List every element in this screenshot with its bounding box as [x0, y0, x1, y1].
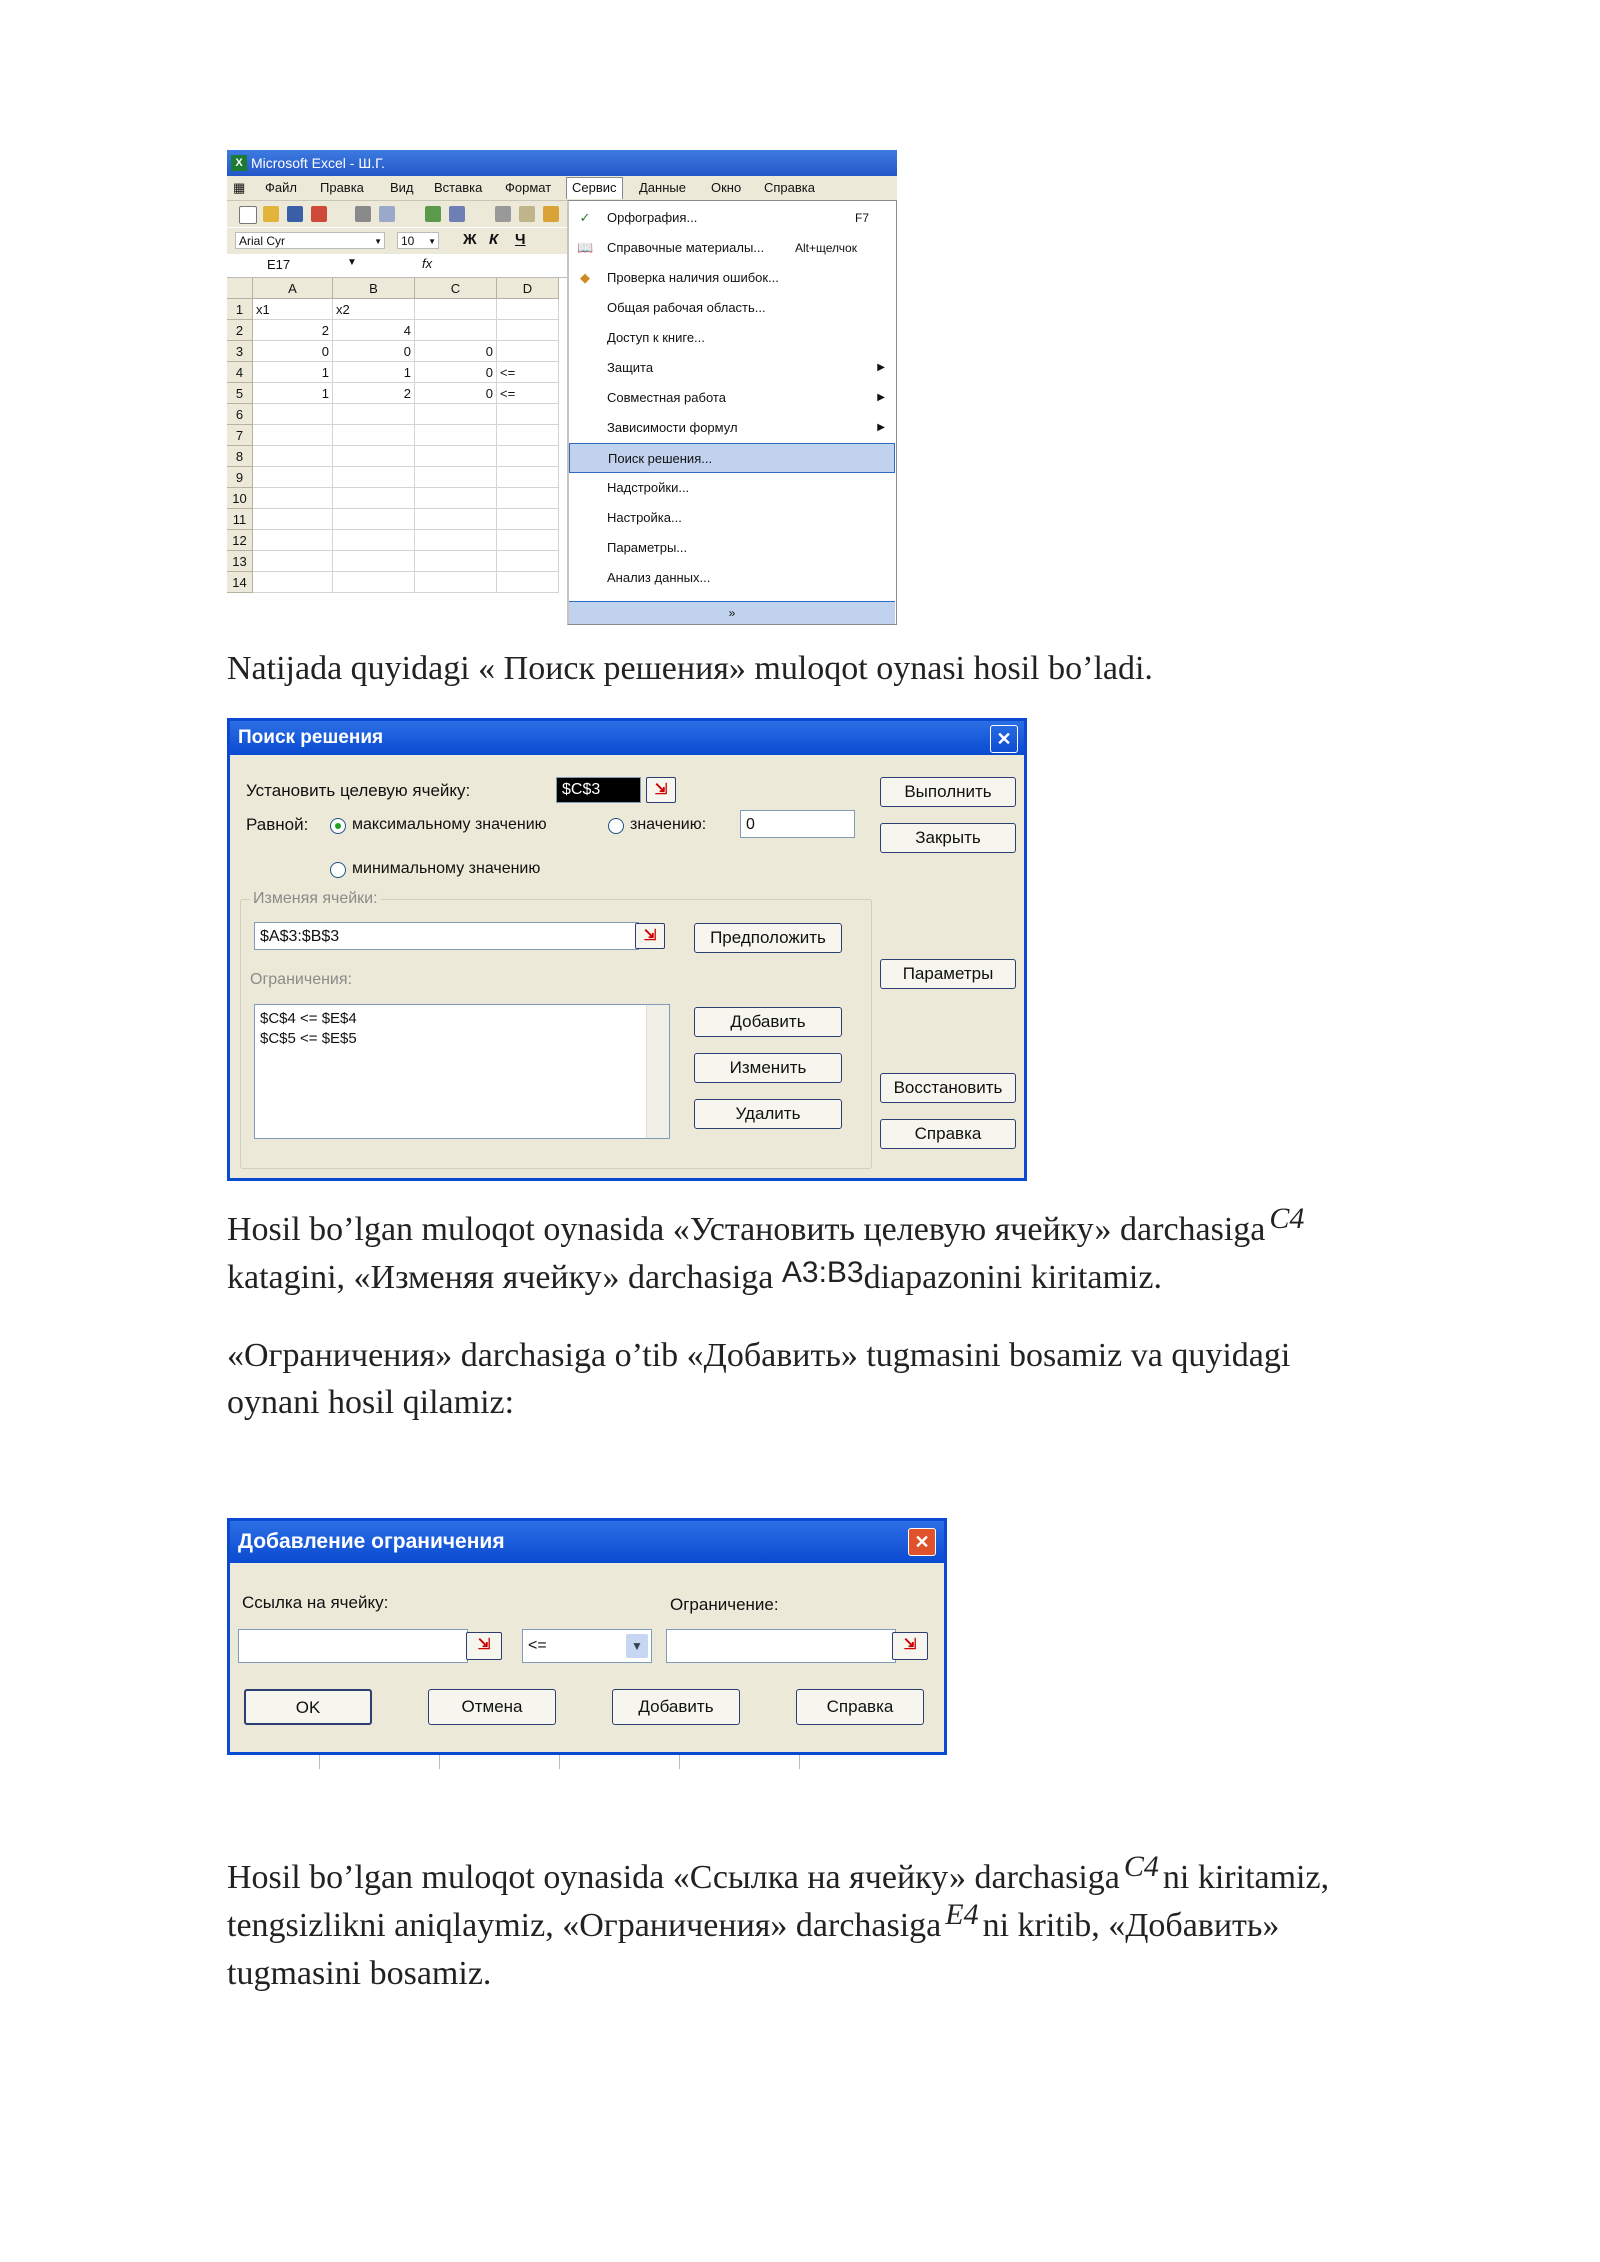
reset-button[interactable]: Восстановить — [880, 1073, 1016, 1103]
worksheet-cell[interactable] — [497, 320, 559, 341]
worksheet-cell[interactable] — [253, 446, 333, 467]
worksheet-cell[interactable]: 0 — [415, 341, 497, 362]
service-menu-item[interactable] — [569, 533, 895, 563]
worksheet-cell[interactable]: 1 — [333, 362, 415, 383]
worksheet-cell[interactable] — [497, 341, 559, 362]
font-size-value: 10 — [401, 234, 415, 248]
worksheet-cell[interactable]: x2 — [333, 299, 415, 320]
worksheet-cell[interactable]: <= — [497, 362, 559, 383]
worksheet-cell[interactable]: 1 — [253, 383, 333, 404]
excel-title-bar — [227, 150, 897, 176]
max-radio-label: максимальному значению — [352, 816, 547, 833]
copy-icon[interactable] — [519, 206, 535, 222]
service-menu-item-label: Зависимости формул — [607, 420, 738, 435]
worksheet-cell[interactable] — [333, 425, 415, 446]
row-header[interactable]: 5 — [227, 383, 253, 404]
grid-remnant — [227, 1755, 947, 1769]
run-button[interactable]: Выполнить — [880, 777, 1016, 807]
row-header[interactable]: 4 — [227, 362, 253, 383]
menu-view[interactable]: Вид — [390, 180, 414, 195]
operator-select[interactable] — [522, 1629, 652, 1663]
service-menu-item[interactable] — [569, 353, 895, 383]
close-button[interactable]: Закрыть — [880, 823, 1016, 853]
row-header[interactable]: 11 — [227, 509, 253, 530]
submenu-arrow-icon: ▶ — [877, 392, 885, 403]
constraint-label: Ограничение: — [670, 1595, 779, 1614]
column-header[interactable]: D — [497, 278, 559, 299]
service-menu-item-label: Надстройки... — [607, 480, 690, 495]
excel-window-title: Microsoft Excel - Ш.Г. — [251, 155, 385, 171]
worksheet-cell[interactable] — [497, 467, 559, 488]
worksheet-cell[interactable] — [253, 572, 333, 593]
service-menu-item-label: Совместная работа — [607, 390, 726, 405]
constraints-list[interactable] — [254, 1004, 670, 1139]
worksheet-cell[interactable] — [497, 299, 559, 320]
chevron-down-icon[interactable]: ▼ — [347, 257, 357, 268]
formula-c4: C4 — [1269, 1202, 1305, 1235]
cell-reference-input[interactable] — [238, 1629, 468, 1663]
service-menu-item[interactable] — [569, 503, 895, 533]
worksheet-cell[interactable] — [415, 530, 497, 551]
error-check-icon: ◆ — [580, 270, 590, 285]
worksheet-cell[interactable] — [415, 551, 497, 572]
min-radio[interactable] — [330, 862, 346, 878]
chevron-down-icon[interactable]: ▼ — [626, 1634, 648, 1658]
formula-bar — [227, 255, 567, 278]
constraint-item[interactable]: $C$5 <= $E$5 — [260, 1030, 357, 1047]
paragraph-3 — [227, 1332, 1290, 1426]
worksheet-cell[interactable]: 0 — [253, 341, 333, 362]
min-radio-label: минимальному значению — [352, 860, 541, 877]
add-button[interactable]: Добавить — [612, 1689, 740, 1725]
collapse-dialog-icon[interactable]: ⇲ — [635, 923, 665, 949]
menu-window[interactable]: Окно — [711, 180, 742, 195]
menu-service[interactable]: Сервис — [566, 177, 623, 199]
help-button[interactable]: Справка — [880, 1119, 1016, 1149]
row-header[interactable]: 9 — [227, 467, 253, 488]
row-header[interactable]: 14 — [227, 572, 253, 593]
menu-data[interactable]: Данные — [639, 180, 686, 195]
changing-cells-input[interactable]: $A$3:$B$3 — [254, 922, 639, 950]
menu-format[interactable]: Формат — [505, 180, 552, 195]
help-button[interactable]: Справка — [796, 1689, 924, 1725]
service-menu-shortcut: F7 — [855, 211, 870, 225]
worksheet-cell[interactable] — [333, 530, 415, 551]
worksheet-cell[interactable] — [415, 320, 497, 341]
paragraph-text: «Ограничения» darchasiga o’tib «Добавить» tugmasini bosamiz va quyidagi — [227, 1337, 1291, 1374]
add-constraint-button[interactable]: Добавить — [694, 1007, 842, 1037]
spelling-icon: ✓ — [579, 210, 591, 225]
service-menu-item-label: Поиск решения... — [608, 451, 713, 466]
constraint-input[interactable] — [666, 1629, 896, 1663]
value-input[interactable]: 0 — [740, 810, 855, 838]
expand-menu-icon[interactable]: » — [569, 601, 895, 624]
max-radio[interactable] — [330, 818, 346, 834]
worksheet-cell[interactable] — [415, 572, 497, 593]
worksheet-cell[interactable] — [253, 488, 333, 509]
service-menu-item-label: Анализ данных... — [607, 570, 711, 585]
doc-icon: ▦ — [233, 180, 246, 195]
worksheet-cell[interactable]: 1 — [253, 362, 333, 383]
worksheet-cell[interactable] — [253, 404, 333, 425]
paragraph-line — [227, 1202, 1308, 1254]
worksheet-cell[interactable]: 0 — [333, 341, 415, 362]
value-radio[interactable] — [608, 818, 624, 834]
service-menu-item-label: Общая рабочая область... — [607, 300, 766, 315]
row-header[interactable]: 12 — [227, 530, 253, 551]
select-all-corner[interactable] — [227, 278, 253, 299]
worksheet-cell[interactable] — [333, 446, 415, 467]
paragraph-text: Natijada quyidagi « Поиск решения» muloqot oynasi hosil bo’ladi. — [227, 650, 1153, 687]
collapse-dialog-icon[interactable]: ⇲ — [466, 1632, 502, 1660]
changing-cells-label: Изменяя ячейки: — [250, 890, 381, 908]
submenu-arrow-icon: ▶ — [877, 362, 885, 373]
worksheet-cell[interactable]: 2 — [253, 320, 333, 341]
worksheet-cell[interactable]: 0 — [415, 362, 497, 383]
row-header[interactable]: 3 — [227, 341, 253, 362]
worksheet-cell[interactable] — [333, 488, 415, 509]
paragraph-text: tengsizlikni aniqlaymiz, «Ограничения» darchasiga — [227, 1907, 942, 1944]
service-menu-item-label: Доступ к книге... — [607, 330, 705, 345]
worksheet-cell[interactable] — [333, 467, 415, 488]
constraint-item[interactable]: $C$4 <= $E$4 — [260, 1010, 357, 1027]
paragraph-2 — [227, 1202, 1308, 1302]
worksheet-cell[interactable]: 0 — [415, 383, 497, 404]
service-menu-item-label: Справочные материалы... — [607, 240, 765, 255]
cancel-button[interactable]: Отмена — [428, 1689, 556, 1725]
paragraph-text: ni kritib, «Добавить» — [982, 1907, 1280, 1944]
row-header[interactable]: 7 — [227, 425, 253, 446]
service-menu-item[interactable] — [569, 263, 895, 293]
constraints-scrollbar[interactable] — [646, 1005, 669, 1138]
add-constraint-title: Добавление ограничения — [238, 1530, 505, 1553]
service-menu-item-label: Настройка... — [607, 510, 682, 525]
new-icon[interactable] — [239, 206, 257, 224]
options-button[interactable]: Параметры — [880, 959, 1016, 989]
paragraph-text: katagini, «Изменяя ячейку» darchasiga — [227, 1259, 774, 1296]
constraints-label: Ограничения: — [250, 971, 352, 988]
service-menu-item[interactable] — [569, 443, 895, 473]
worksheet-cell[interactable] — [497, 509, 559, 530]
change-constraint-button[interactable]: Изменить — [694, 1053, 842, 1083]
column-header[interactable]: C — [415, 278, 497, 299]
formatting-toolbar — [227, 228, 567, 254]
service-menu-item[interactable] — [569, 563, 895, 593]
add-constraint-dialog — [227, 1518, 947, 1755]
worksheet-cell[interactable] — [253, 530, 333, 551]
paragraph-line — [227, 1898, 1329, 1950]
print-icon[interactable] — [355, 206, 371, 222]
excel-app-icon: X — [231, 155, 247, 171]
paste-icon[interactable] — [543, 206, 559, 222]
worksheet-cell[interactable]: 4 — [333, 320, 415, 341]
submenu-arrow-icon: ▶ — [877, 422, 885, 433]
collapse-dialog-icon[interactable]: ⇲ — [892, 1632, 928, 1660]
service-menu-item[interactable] — [569, 293, 895, 323]
paragraph-1 — [227, 645, 1153, 692]
paragraph-line — [227, 1254, 1308, 1302]
value-radio-label: значению: — [630, 816, 707, 833]
service-menu-item[interactable] — [569, 383, 895, 413]
row-header[interactable]: 10 — [227, 488, 253, 509]
solver-dialog — [227, 718, 1027, 1181]
close-icon[interactable]: ✕ — [990, 725, 1018, 753]
row-header[interactable]: 1 — [227, 299, 253, 320]
standard-toolbar — [227, 201, 567, 227]
worksheet-cell[interactable] — [497, 446, 559, 467]
worksheet-cell[interactable] — [415, 446, 497, 467]
row-header[interactable]: 2 — [227, 320, 253, 341]
worksheet-cell[interactable] — [497, 551, 559, 572]
spelling-icon[interactable] — [425, 206, 441, 222]
paragraph-text: Hosil bo’lgan muloqot oynasida «Установить целевую ячейку» darchasiga — [227, 1211, 1266, 1248]
worksheet-cell[interactable] — [415, 467, 497, 488]
service-menu-item[interactable] — [569, 473, 895, 503]
service-menu-item[interactable] — [569, 323, 895, 353]
worksheet-cell[interactable] — [333, 551, 415, 572]
worksheet-cell[interactable] — [415, 488, 497, 509]
worksheet-cell[interactable]: 2 — [333, 383, 415, 404]
worksheet-cell[interactable] — [253, 509, 333, 530]
chevron-down-icon: ▼ — [428, 237, 436, 246]
research-icon: 📖 — [577, 240, 594, 255]
worksheet-cell[interactable] — [253, 551, 333, 572]
worksheet-cell[interactable] — [333, 572, 415, 593]
menu-insert[interactable]: Вставка — [434, 180, 483, 195]
service-menu-item-label: Защита — [607, 360, 654, 375]
font-size-select[interactable] — [397, 232, 439, 249]
row-header[interactable]: 6 — [227, 404, 253, 425]
excel-screenshot — [227, 150, 897, 625]
worksheet-cell[interactable] — [497, 530, 559, 551]
bold-button[interactable]: Ж — [463, 231, 477, 248]
paragraph-text: oynani hosil qilamiz: — [227, 1384, 515, 1421]
worksheet-cell[interactable] — [497, 572, 559, 593]
target-cell-label: Установить целевую ячейку: — [246, 781, 471, 800]
guess-button[interactable]: Предположить — [694, 923, 842, 953]
service-menu-item-label: Параметры... — [607, 540, 688, 555]
font-name-select[interactable] — [235, 232, 385, 249]
close-icon[interactable]: ✕ — [908, 1528, 936, 1556]
paragraph-text: ni kiritamiz, — [1162, 1859, 1330, 1896]
research-icon[interactable] — [449, 206, 465, 222]
paragraph-text: Hosil bo’lgan muloqot oynasida «Ссылка на ячейку» darchasiga — [227, 1859, 1120, 1896]
fx-icon[interactable]: fx — [422, 256, 433, 271]
cell-reference-label: Ссылка на ячейку: — [242, 1593, 389, 1612]
delete-constraint-button[interactable]: Удалить — [694, 1099, 842, 1129]
formula-c4: C4 — [1123, 1850, 1159, 1883]
worksheet-cell[interactable] — [253, 425, 333, 446]
worksheet-cell[interactable] — [333, 404, 415, 425]
worksheet-cell[interactable] — [415, 425, 497, 446]
menu-file[interactable]: Файл — [265, 180, 297, 195]
operator-value: <= — [528, 1637, 547, 1654]
underline-button[interactable]: Ч — [515, 231, 526, 248]
paragraph-text: diapazonini kiritamiz. — [863, 1259, 1162, 1296]
solver-title-bar — [230, 721, 1024, 755]
worksheet-cell[interactable]: <= — [497, 383, 559, 404]
column-header[interactable]: B — [333, 278, 415, 299]
permission-icon[interactable] — [311, 206, 327, 222]
worksheet-cell[interactable] — [497, 425, 559, 446]
worksheet-cell[interactable] — [497, 404, 559, 425]
worksheet-cell[interactable] — [415, 509, 497, 530]
worksheet-cell[interactable] — [497, 488, 559, 509]
menu-help[interactable]: Справка — [764, 180, 815, 195]
service-menu-item-label: Проверка наличия ошибок... — [607, 270, 779, 285]
solver-title: Поиск решения — [238, 727, 384, 748]
worksheet-cell[interactable]: x1 — [253, 299, 333, 320]
service-menu-item[interactable] — [569, 413, 895, 443]
service-menu-item[interactable] — [569, 203, 895, 233]
ok-button[interactable]: OK — [244, 1689, 372, 1725]
font-name-value: Arial Cyr — [239, 234, 286, 248]
italic-button[interactable]: К — [489, 231, 499, 248]
worksheet-cell[interactable] — [253, 467, 333, 488]
menu-edit[interactable]: Правка — [320, 180, 364, 195]
service-dropdown-menu — [567, 200, 897, 625]
print-preview-icon[interactable] — [379, 206, 395, 222]
equal-label: Равной: — [246, 815, 309, 834]
row-header[interactable]: 13 — [227, 551, 253, 572]
worksheet-cell[interactable] — [415, 404, 497, 425]
target-cell-input[interactable]: $C$3 — [556, 777, 641, 803]
cut-icon[interactable] — [495, 206, 511, 222]
paragraph-4 — [227, 1850, 1330, 1997]
name-box[interactable]: E17 — [267, 257, 291, 272]
paragraph-text: tugmasini bosamiz. — [227, 1955, 492, 1992]
column-header[interactable]: A — [253, 278, 333, 299]
formula-e4: E4 — [945, 1898, 979, 1931]
formula-a3-b3: A3:B3 — [781, 1256, 864, 1289]
save-icon[interactable] — [287, 206, 303, 222]
worksheet-cell[interactable] — [415, 299, 497, 320]
paragraph-line — [227, 1850, 1330, 1902]
service-menu-item-label: Орфография... — [607, 210, 698, 225]
collapse-dialog-icon[interactable]: ⇲ — [646, 777, 676, 803]
service-menu-item[interactable] — [569, 233, 895, 263]
excel-menu-bar — [227, 176, 897, 201]
add-constraint-title-bar — [230, 1521, 944, 1563]
service-menu-shortcut: Alt+щелчок — [795, 241, 857, 255]
chevron-down-icon: ▼ — [374, 237, 382, 246]
worksheet-cell[interactable] — [333, 509, 415, 530]
open-icon[interactable] — [263, 206, 279, 222]
row-header[interactable]: 8 — [227, 446, 253, 467]
